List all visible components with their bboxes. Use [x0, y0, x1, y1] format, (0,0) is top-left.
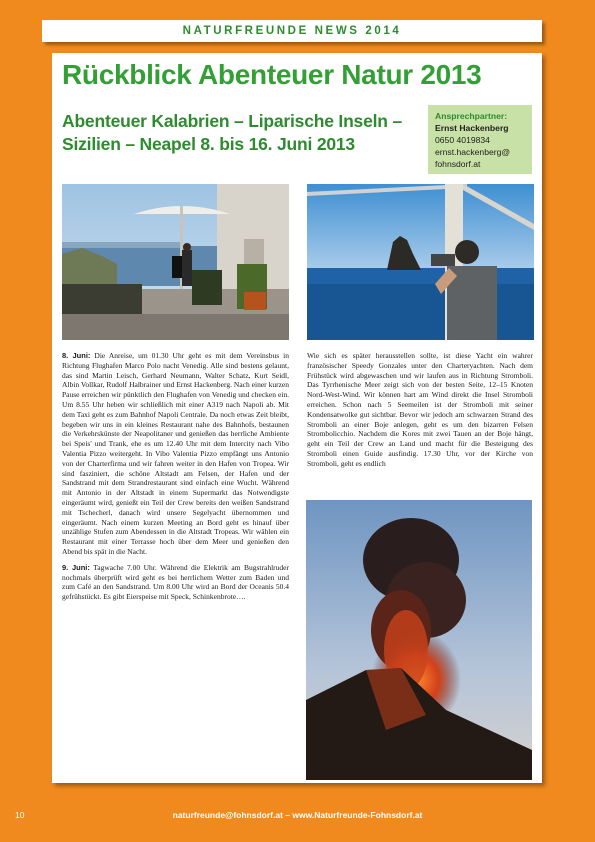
photo-stromboli-eruption [306, 500, 532, 780]
contact-email-line1: ernst.hackenberg@ [435, 147, 511, 157]
contact-name: Ernst Hackenberg [435, 123, 509, 133]
day2-continued-text: Wie sich es später herausstellen sollte, ist diese Yacht ein wahrer französischer Speedy Gonzales unter den Charteryachten. Nach dem Frühstück wird abgewaschen und wir laufen aus in Richtung Stromboli. Das Tyrrhenische Meer zeigt sich von der besten Seite, 12–15 Knoten Nord-West-Wind. Wir können hart am Wind direkt die Insel Stromboli erreichen. Schon nach 5 Seemeilen ist der Stromboli mit seiner Kondensatwolke gut sichtbar. Bevor wir jedoch am schwarzen Strand des Stromboli an einer Boje anlegen, geht es um den bizarren Felsen Strombolicchio. Nachdem die Kores mit zwei Tauen an der Boje hängt, geht ein Teil der Crew an Land und macht für die Besteigung des Stromboli einen Guide ausfindig. 17.30 Uhr, vor der Kirche von Stromboli, geht es endlich [307, 351, 533, 468]
contact-heading: Ansprechpartner: [435, 111, 508, 121]
day2-label: 9. Juni: [62, 562, 90, 572]
contact-phone: 0650 4019834 [435, 135, 490, 145]
article-title: Rückblick Abenteuer Natur 2013 [62, 59, 482, 90]
header-banner: NATURFREUNDE NEWS 2014 [42, 20, 542, 42]
photo-terrace [62, 184, 289, 340]
contact-email-line2: fohnsdorf.at [435, 159, 481, 169]
day1-label: 8. Juni: [62, 351, 91, 360]
article-column-right [307, 351, 533, 494]
page-number: 10 [15, 810, 25, 820]
article-page [52, 53, 542, 783]
contact-box [428, 105, 532, 174]
article-column-left [62, 351, 289, 608]
day2-text: Tagwache 7.00 Uhr. Während die Elektrik am Bugstrahlruder nochmals überprüft wird geht es bei herrlichem Wetter zum Baden und zum Café an den Sandstrand. Um 8.00 Uhr wird an Bord der Oceanis 50.4 gefrühstückt. Es gibt Eierspeise mit Speck, Schinkenbrote…. [62, 562, 289, 602]
footer-contact-line: naturfreunde@fohnsdorf.at – www.Naturfreunde-Fohnsdorf.at [172, 810, 423, 820]
article-subtitle: Abenteuer Kalabrien – Liparische Inseln – Sizilien – Neapel 8. bis 16. Juni 2013 [62, 111, 402, 154]
photo-sailboat [307, 184, 534, 340]
day1-text: Die Anreise, um 01.30 Uhr geht es mit dem Vereinsbus in Richtung Flughafen Marco Polo nacht Venedig. Alle sind bestens gelaunt, das sind Martin Leisch, Gerhard Neumann, Walter Schatz, Kurt Seidl, Albin Vollkar, Rudolf Halbrainer und Ernst Hackenberg. Nach einer kurzen Pause erreichen wir pünktlich den Flughafen von Venedig und checken ein. Um 8.55 Uhr heben wir schließlich mit einer A319 nach Napoli ab. Mit dem Taxi geht es zum Bahnhof Napoli Centrale. Da noch etwas Zeit bleibt, begeben wir uns in ein kleines Restaurant nahe des Bahnhofs, bestaunen die Verkehrskünste der Neapolitaner und genießen das herrliche Ambiente bei Speis' und Trank, ehe es um 12.40 Uhr mit dem Intercity nach Vibo Valentia Pizzo weitergeht. In Vibo Valentia Pizzo empfängt uns Antonio von der Charterfirma und wir fahren weiter in den Hafen von Tropea. Wir sind fasziniert, die schöne Altstadt am Felsen, der Hafen und der Sandstrand mit dem Strandrestaurant sind einfach eine Wucht. Während mit Antonio in der Altstadt in einem Supermarkt das Notwendigste eingeräumt wird, genießt ein Teil der Crew bereits den weißen Sandstrand mit Tschecherl, danach wird unsere Segelyacht übernommen und eingeräumt. Nach einem kurzen Meeting an Bord geht es hinauf über unzählige Stufen zum Abendessen in die Altstadt Tropeas. Wir wählen ein Restaurant mit einer Terrasse hoch über dem Meer und genießen den Abend bis spät in die Nacht. [62, 351, 289, 556]
